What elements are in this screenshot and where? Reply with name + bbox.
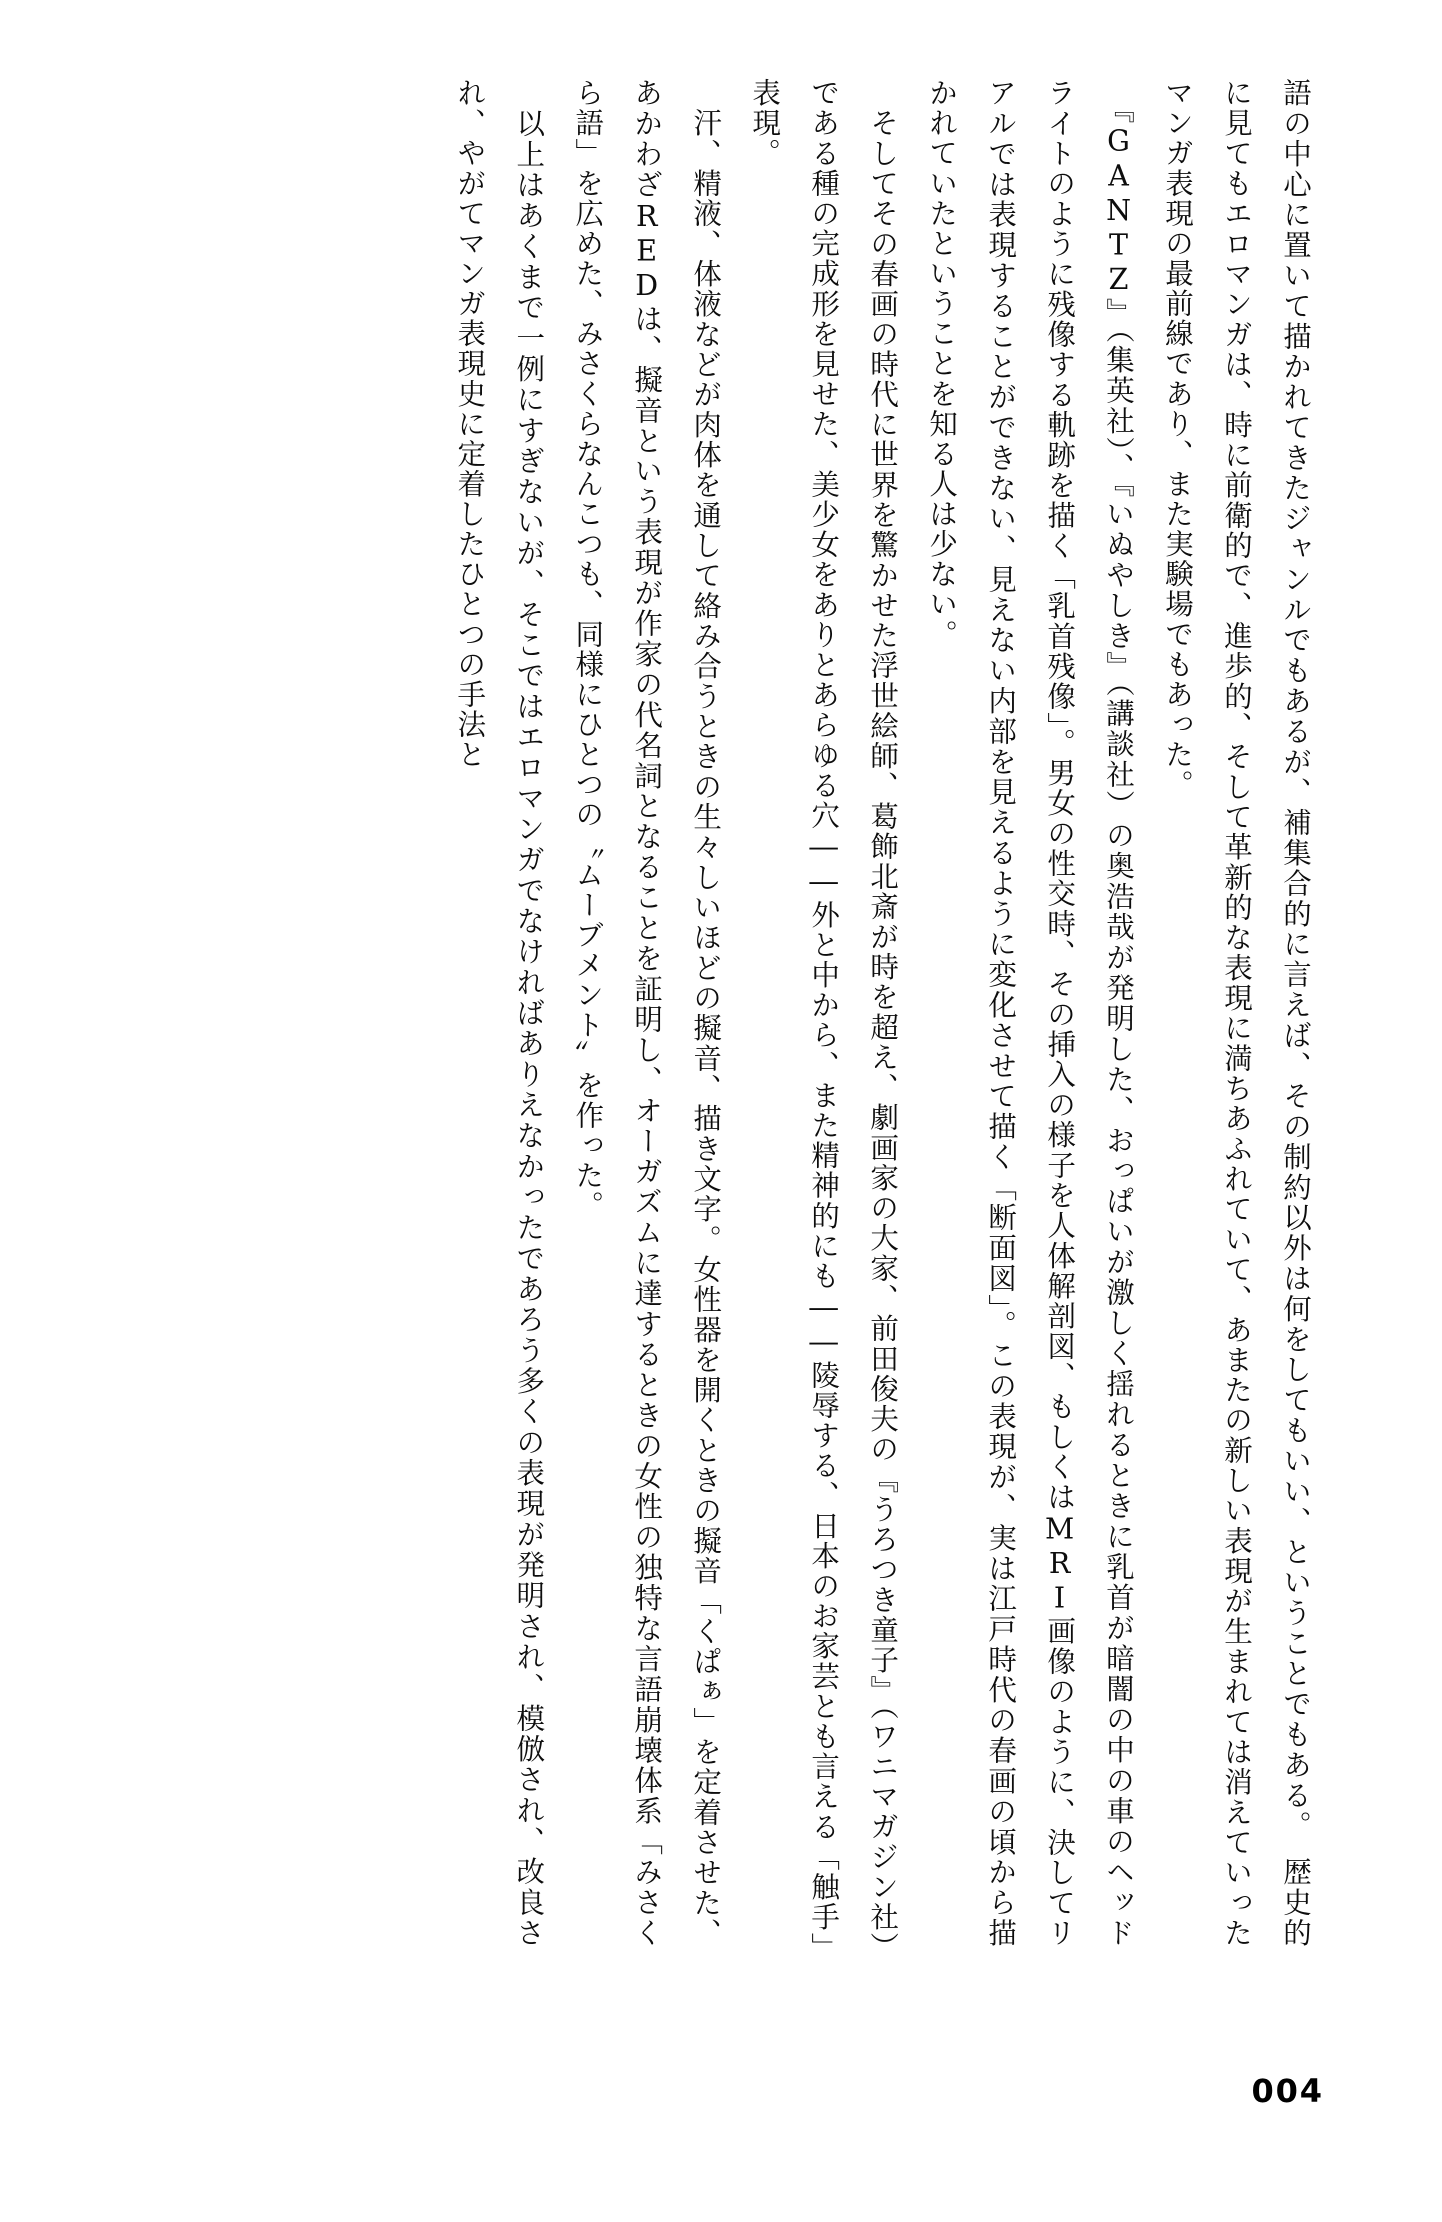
page-body-text: [134, 78, 1324, 1948]
paragraph-4: 汗、精液、体液などが肉体を通して絡み合うときの生々しいほどの擬音、描き文字。女性器を開くときの擬音「くぱぁ」を定着させた、あかわざREDは、擬音という表現が作家の代名詞となることを証明し、オーガズムに達するときの女性の独特な言語崩壊体系「みさくら語」を広めた、みさくらなんこつも、同様にひとつの〝ムーブメント〟を作った。: [571, 78, 723, 1948]
paragraph-5: 以上はあくまで一例にすぎないが、そこではエロマンガでなければありえなかったであろう多くの表現が発明され、模倣され、改良され、やがてマンガ表現史に定着したひとつの手法と: [453, 78, 546, 1948]
paragraph-1: 語の中心に置いて描かれてきたジャンルでもあるが、補集合的に言えば、その制約以外は何をしてもいい、ということでもある。 歴史的に見てもエロマンガは、時に前衛的で、進歩的、そして革新的な表現に満ちあふれていて、あまたの新しい表現が生まれては消えていったマンガ表現の最前線であり、また実験場でもあった。: [1161, 78, 1312, 1948]
paragraph-2: 『GANTZ』（集英社）、『いぬやしき』（講談社）の奥浩哉が発明した、おっぱいが激しく揺れるときに乳首が暗闇の中の車のヘッドライトのように残像する軌跡を描く「乳首残像」。男女の性交時、その挿入の様子を人体解剖図、もしくはMRI画像のように、決してリアルでは表現することができない、見えない内部を見えるように変化させて描く「断面図」。この表現が、実は江戸時代の春画の頃から描かれていたということを知る人は少ない。: [925, 78, 1136, 1948]
paragraph-3: そしてその春画の時代に世界を驚かせた浮世絵師、葛飾北斎が時を超え、劇画家の大家、前田俊夫の『うろつき童子』（ワニマガジン社）である種の完成形を見せた、美少女をありとあらゆる穴――外と中から、また精神的にも――陵辱する、日本のお家芸とも言える「触手」表現。: [748, 78, 900, 1948]
page-number: 004: [1251, 2072, 1324, 2110]
